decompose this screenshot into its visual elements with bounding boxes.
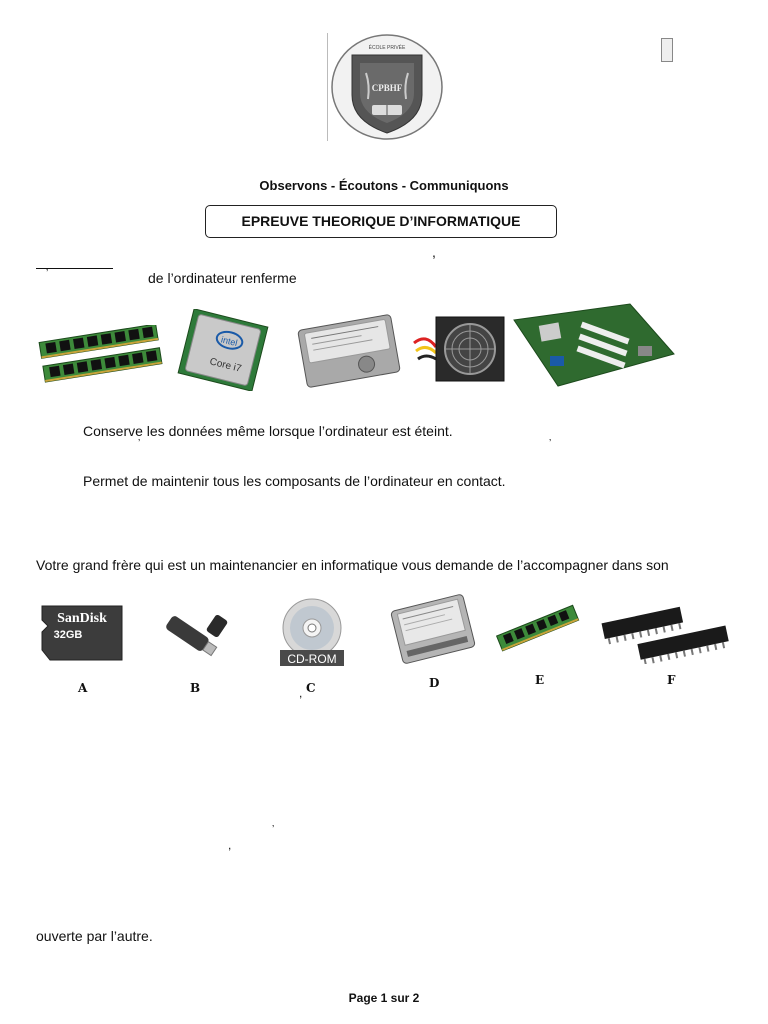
microsd-card-icon: [38, 602, 126, 664]
exam-title-box: [205, 205, 557, 238]
ram-stick-icon: [495, 596, 581, 662]
label-c: C: [306, 681, 316, 695]
section1-intro: de l’ordinateur renferme: [148, 270, 297, 286]
label-e: E: [535, 673, 545, 687]
svg-text:Core i7: Core i7: [208, 356, 243, 375]
hard-drive-icon: [294, 312, 404, 390]
stray-comma: ,: [228, 838, 232, 852]
memory-chips-icon: [596, 596, 734, 664]
label-d: D: [429, 676, 440, 690]
label-f: F: [667, 673, 676, 687]
school-motto: Observons - Écoutons - Communiquons: [259, 178, 509, 193]
stray-tick: ’: [272, 824, 275, 835]
label-b: B: [190, 681, 201, 695]
stray-tick: ’: [138, 438, 141, 449]
power-supply-icon: [408, 313, 508, 385]
stray-comma: ,: [299, 686, 303, 700]
svg-text:CPBHF: CPBHF: [371, 83, 403, 93]
usb-flash-drive-icon: [158, 610, 230, 666]
item-motherboard-description: Permet de maintenir tous les composants de l’ordinateur en contact.: [83, 473, 506, 489]
page-number: Page 1 sur 2: [348, 991, 420, 1005]
exam-title: EPREUVE THEORIQUE D’INFORMATIQUE: [241, 213, 521, 229]
svg-text:SanDisk: SanDisk: [57, 611, 107, 626]
section3-tail: ouverte par l’autre.: [36, 928, 153, 944]
svg-text:CD-ROM: CD-ROM: [287, 652, 337, 666]
item-storage-description: Conserve les données même lorsque l’ordinateur est éteint.: [83, 423, 453, 439]
header-small-box: [661, 38, 673, 62]
svg-text:ÉCOLE PRIVÉE: ÉCOLE PRIVÉE: [368, 45, 406, 51]
stray-tick: ’: [549, 438, 552, 449]
cpu-chip-icon: [173, 309, 273, 391]
header-vertical-rule: [327, 33, 328, 141]
motherboard-icon: [510, 300, 676, 390]
svg-text:intel: intel: [220, 334, 239, 349]
laptop-hard-drive-icon: [388, 594, 478, 664]
section2-intro: Votre grand frère qui est un maintenancier en informatique vous demande de l’accompagner dans son: [36, 557, 669, 573]
ram-module-icon: [38, 325, 164, 388]
label-a: A: [78, 681, 88, 695]
school-logo: [330, 33, 445, 141]
svg-text:32GB: 32GB: [53, 629, 83, 641]
stray-tick: ’: [46, 268, 49, 279]
stray-comma: ,: [432, 244, 436, 260]
cd-rom-icon: [278, 598, 346, 668]
